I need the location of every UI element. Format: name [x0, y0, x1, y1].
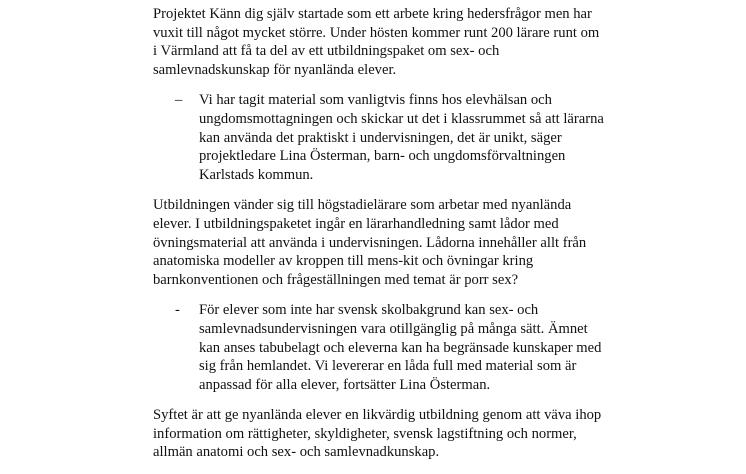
text-line: kan använda det praktiskt i undervisningen, det är unikt, säger	[199, 129, 562, 146]
text-line: vuxit till något mycket större. Under hösten kommer runt 200 lärare runt om	[153, 24, 600, 41]
purpose-paragraph	[153, 406, 602, 462]
text-line: samlevnadskunskap för nyanlända elever.	[153, 61, 397, 78]
quote-text	[199, 301, 601, 394]
quote-text	[199, 91, 604, 184]
text-line: i Värmland att få ta del av ett utbildningspaket om sex- och	[153, 43, 500, 60]
text-line: övningsmaterial att använda i undervisningen. Lådorna innehåller allt från	[153, 234, 587, 251]
text-line: anatomiska modeller av kroppen till mens-kit och övningar kring	[153, 253, 534, 270]
education-paragraph	[153, 196, 593, 289]
text-line: allmän anatomi och sex- och samlevnadkunskap.	[153, 444, 440, 461]
text-line: kan anses tabubelagt och eleverna kan ha begränsade kunskaper med	[199, 339, 602, 356]
text-line: sig från hemlandet. Vi levererar en låda full med material som är	[199, 358, 577, 375]
text-line: projektledare Lina Österman, barn- och ungdomsförvaltningen	[199, 148, 566, 165]
quote-dash-marker: –	[175, 92, 183, 109]
text-line: Vi har tagit material som vanligtvis finns hos elevhälsan och	[199, 92, 552, 109]
text-line: Karlstads kommun.	[199, 166, 314, 183]
text-line: För elever som inte har svensk skolbakgrund kan sex- och	[199, 302, 539, 319]
text-line: Projektet Känn dig själv startade som ett arbete kring hedersfrågor men har	[153, 6, 592, 22]
intro-paragraph	[153, 5, 600, 79]
text-line: information om rättigheter, skyldigheter, svensk lagstiftning och normer,	[153, 425, 577, 442]
text-line: samlevnadsundervisningen vara otillgänglig på många sätt. Ämnet	[199, 320, 588, 337]
text-line: Utbildningen vänder sig till högstadielärare som arbetar med nyanlända	[153, 197, 572, 214]
text-line: elever. I utbildningspaketet ingår en lärarhandledning samt lådor med	[153, 215, 559, 232]
text-line: anpassad för alla elever, fortsätter Lina Österman.	[199, 376, 491, 393]
quote-lina-osterman-2	[153, 301, 602, 394]
text-line: ungdomsmottagningen och skickar ut det i klassrummet så att lärarna	[199, 110, 604, 127]
text-line: Syftet är att ge nyanlända elever en likvärdig utbildning genom att väva ihop	[153, 407, 602, 424]
document-body	[153, 5, 604, 474]
text-line: barnkonventionen och frågeställningen med temat är porr sex?	[153, 271, 519, 288]
quote-dash-marker: -	[175, 302, 180, 319]
quote-lina-osterman-1	[153, 91, 604, 184]
